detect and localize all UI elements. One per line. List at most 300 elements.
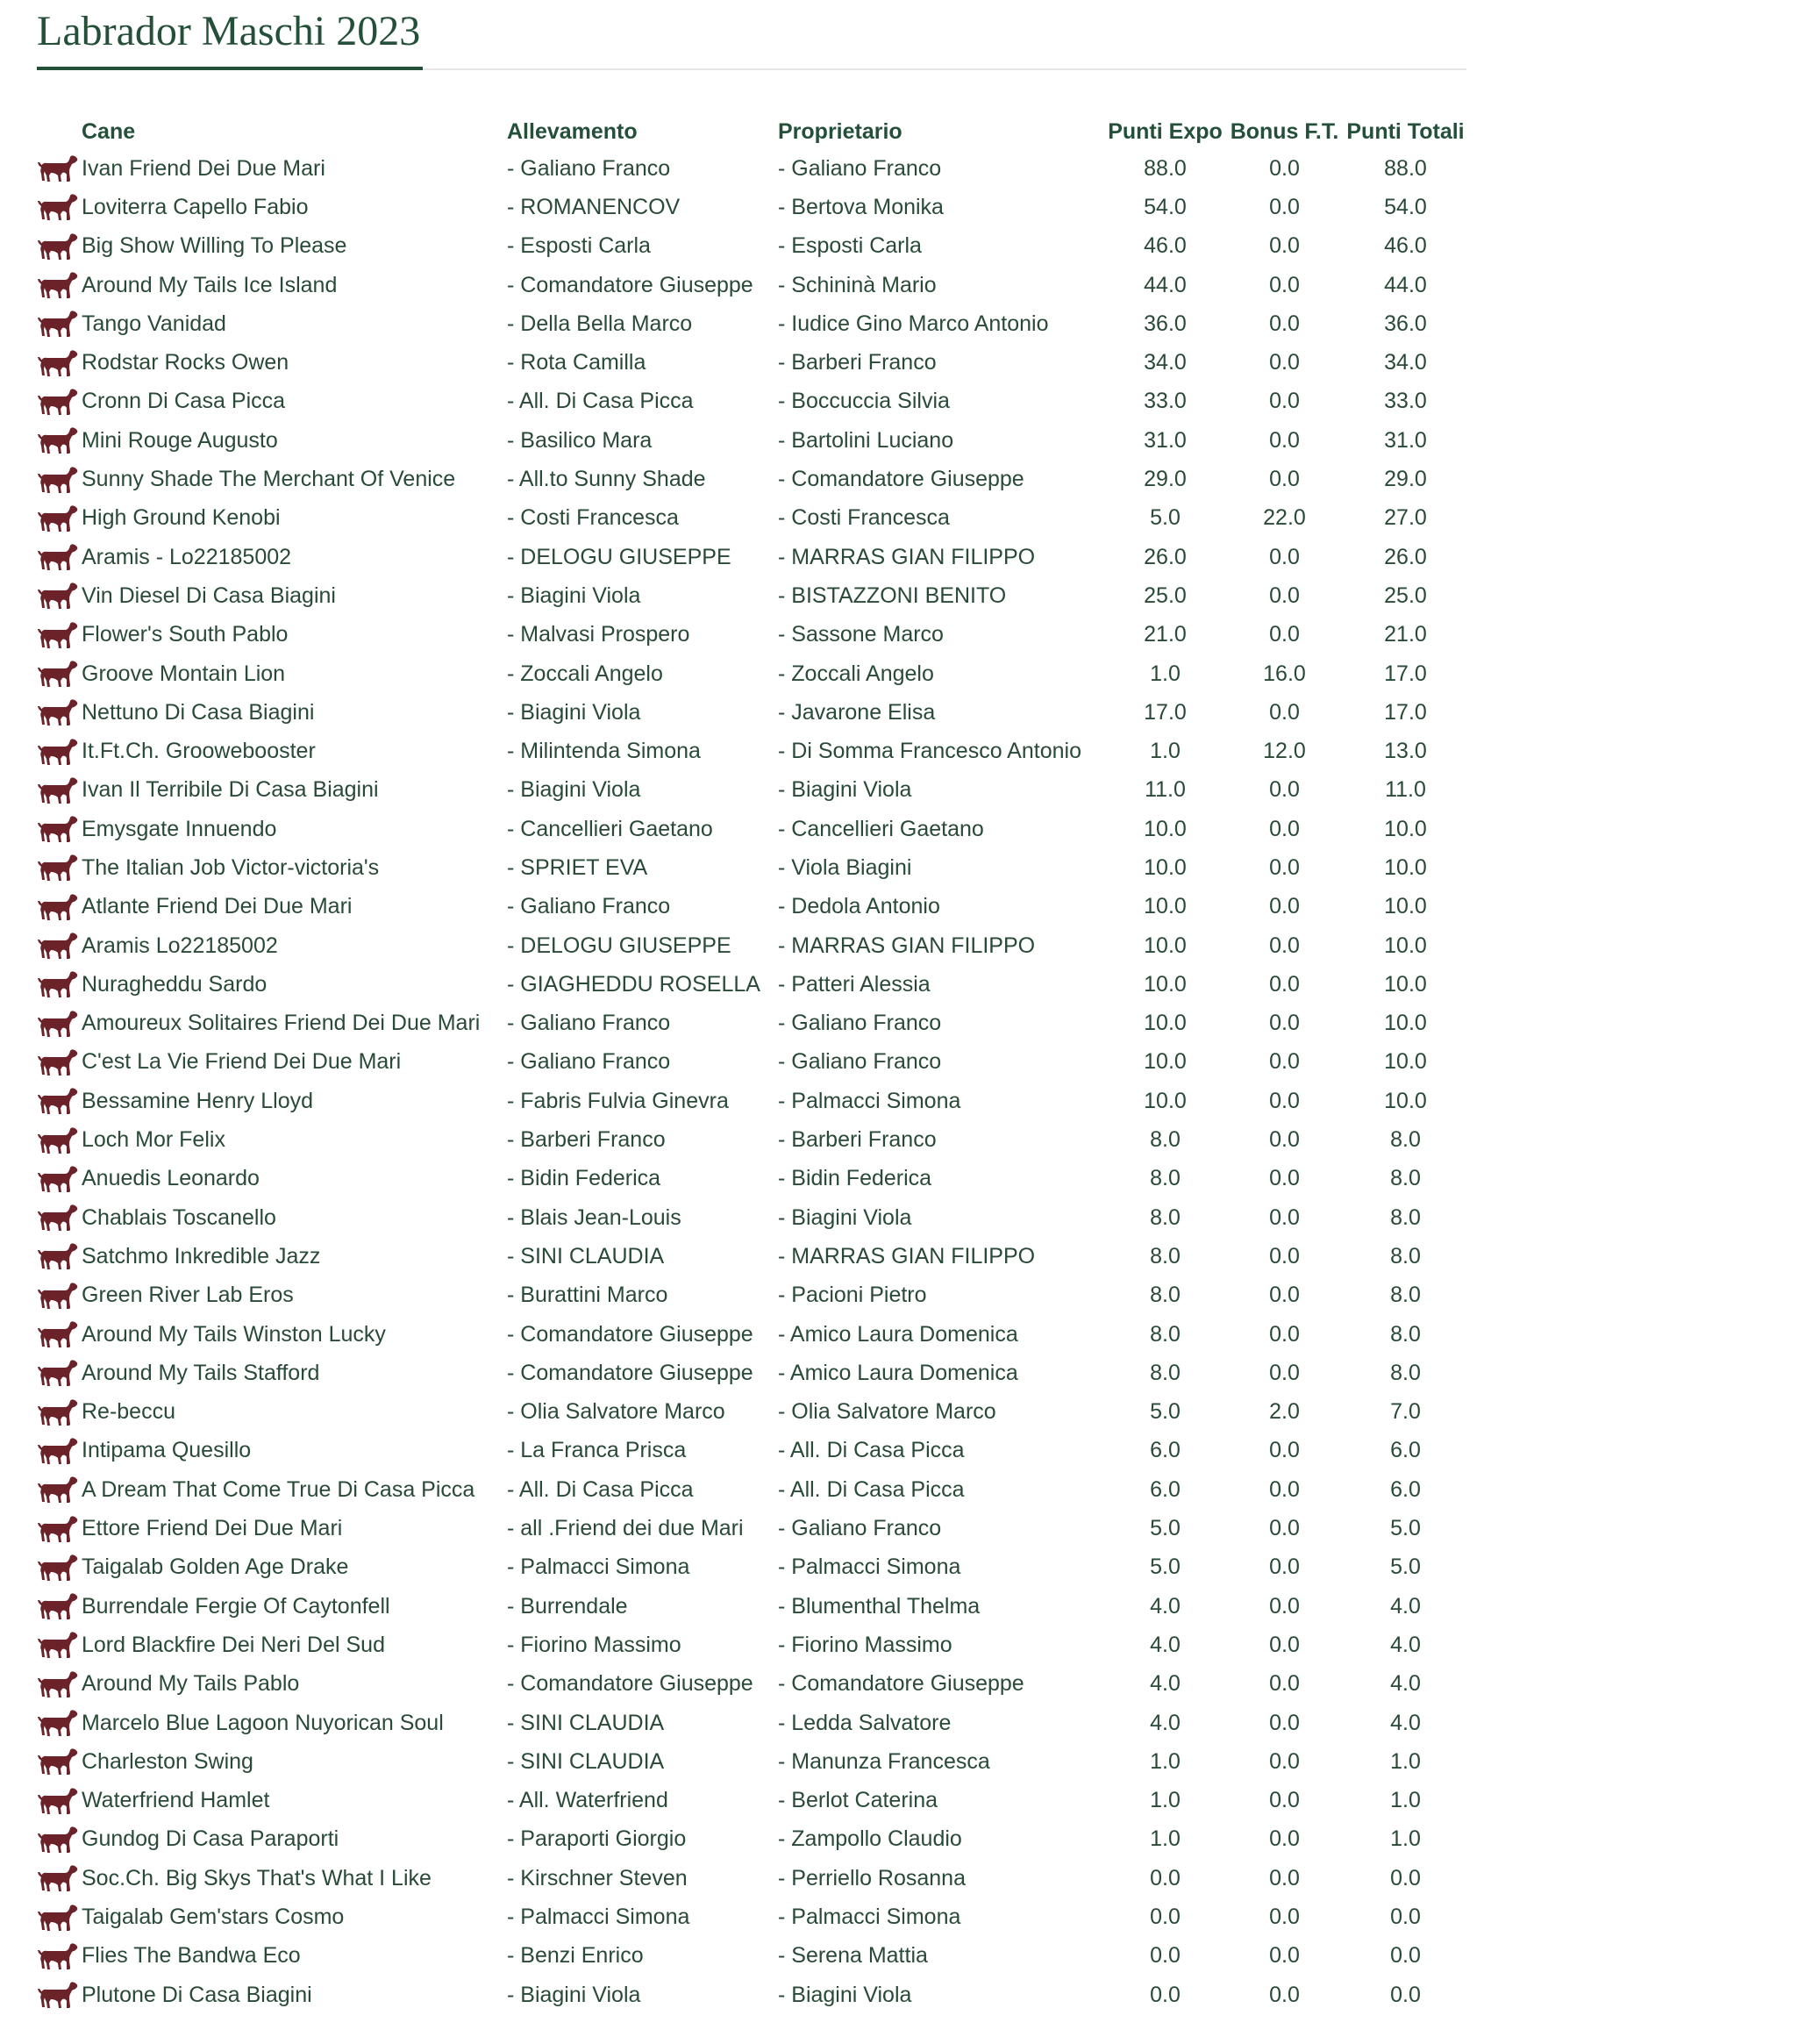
header-row (37, 114, 1468, 149)
expo-points-cell: 0.0 (1150, 1905, 1181, 1929)
bonus-ft-cell: 0.0 (1269, 1826, 1300, 1852)
bonus-ft-cell: 0.0 (1269, 389, 1300, 414)
table-row (37, 1976, 1468, 2014)
dog-icon (37, 1825, 79, 1855)
breeder-cell: - Comandatore Giuseppe (507, 1360, 753, 1385)
dog-icon-cell (37, 1937, 82, 1976)
dog-icon-cell (37, 1665, 82, 1704)
breeder-cell: - All. Di Casa Picca (507, 389, 694, 414)
dog-icon-cell (37, 1354, 82, 1392)
dog-icon (37, 853, 79, 883)
table-row (37, 1043, 1468, 1082)
dog-name-cell: C'est La Vie Friend Dei Due Mari (82, 1049, 402, 1075)
total-points-cell: 5.0 (1390, 1516, 1421, 1541)
expo-points-cell: 5.0 (1150, 1516, 1181, 1541)
dog-name-cell: It.Ft.Ch. Grooweboostеr (82, 739, 316, 764)
total-points-cell: 25.0 (1384, 582, 1427, 608)
total-points-cell: 21.0 (1384, 622, 1427, 647)
ranking-page (37, 0, 1466, 2007)
table-row (37, 654, 1468, 693)
table-row (37, 732, 1468, 770)
owner-cell: - Di Somma Francesco Antonio (778, 739, 1081, 764)
bonus-ft-cell: 0.0 (1269, 544, 1300, 569)
bonus-ft-cell: 0.0 (1269, 1321, 1300, 1347)
total-points-cell: 0.0 (1390, 1982, 1421, 2007)
breeder-cell: - SPRIET EVA (507, 854, 648, 880)
table-row (37, 771, 1468, 810)
dog-icon-cell (37, 1897, 82, 1936)
owner-cell: - Biagini Viola (778, 777, 912, 803)
dog-icon (37, 1903, 79, 1933)
expo-points-cell: 10.0 (1144, 894, 1187, 919)
owner-cell: - Schininà Mario (778, 272, 937, 297)
dog-name-cell: Rodstar Rocks Owen (82, 350, 289, 375)
total-points-cell: 0.0 (1390, 1943, 1421, 1969)
dog-icon (37, 1358, 79, 1388)
dog-icon (37, 931, 79, 961)
dog-icon-cell (37, 1120, 82, 1159)
dog-icon (37, 1319, 79, 1349)
breeder-cell: - Della Bella Marco (507, 311, 693, 336)
breeder-cell: - Basilico Mara (507, 427, 653, 453)
table-row (37, 1859, 1468, 1897)
table-row (37, 538, 1468, 576)
expo-points-cell: 31.0 (1144, 427, 1187, 453)
dog-name-cell: Soc.Ch. Big Skys That's What I Like (82, 1865, 432, 1890)
expo-points-cell: 0.0 (1150, 1865, 1181, 1890)
dog-icon-cell (37, 965, 82, 1004)
breeder-cell: - Malvasi Prospero (507, 622, 690, 647)
total-points-cell: 11.0 (1385, 777, 1426, 803)
breeder-cell: - Biagini Viola (507, 582, 641, 608)
expo-points-cell: 8.0 (1150, 1204, 1181, 1230)
bonus-ft-cell: 0.0 (1269, 1554, 1300, 1580)
table-row (37, 926, 1468, 965)
dog-icon-cell (37, 1976, 82, 2014)
owner-cell: - Zoccali Angelo (778, 661, 934, 686)
table-row (37, 1665, 1468, 1704)
bonus-ft-cell: 0.0 (1269, 1011, 1300, 1036)
total-points-cell: 8.0 (1390, 1166, 1421, 1191)
owner-cell: - Palmacci Simona (778, 1088, 961, 1113)
dog-icon (37, 1630, 79, 1660)
table-row (37, 343, 1468, 382)
dog-name-cell: Vin Diesel Di Casa Biagini (82, 582, 336, 608)
table-row (37, 1548, 1468, 1587)
owner-cell: - Bartolini Luciano (778, 427, 954, 453)
dog-name-cell: Flower's South Pablo (82, 622, 289, 647)
dog-icon (37, 1708, 79, 1738)
total-points-cell: 31.0 (1384, 427, 1427, 453)
table-row (37, 1354, 1468, 1392)
bonus-ft-cell: 0.0 (1269, 311, 1300, 336)
table-row (37, 1470, 1468, 1509)
breeder-cell: - Biagini Viola (507, 1982, 641, 2007)
bonus-ft-cell: 0.0 (1269, 1204, 1300, 1230)
dog-name-cell: Cronn Di Casa Picca (82, 389, 286, 414)
dog-icon (37, 620, 79, 650)
dog-icon-cell (37, 1820, 82, 1859)
breeder-cell: - GIAGHEDDU ROSELLA (507, 971, 760, 997)
owner-cell: - Barberi Franco (778, 350, 937, 375)
dog-icon (37, 309, 79, 339)
dog-icon (37, 192, 79, 222)
total-points-cell: 8.0 (1390, 1243, 1421, 1269)
total-points-cell: 33.0 (1384, 389, 1427, 414)
expo-points-cell: 0.0 (1150, 1943, 1181, 1969)
dog-icon-cell (37, 1237, 82, 1276)
expo-points-cell: 1.0 (1150, 1788, 1181, 1813)
owner-cell: - Galiano Franco (778, 1516, 942, 1541)
owner-cell: - Palmacci Simona (778, 1554, 961, 1580)
dog-icon-cell (37, 1509, 82, 1547)
table-row (37, 1237, 1468, 1276)
total-points-cell: 8.0 (1390, 1204, 1421, 1230)
dog-name-cell: Gundog Di Casa Paraporti (82, 1826, 339, 1852)
dog-name-cell: Bessamine Henry Lloyd (82, 1088, 314, 1113)
total-points-cell: 10.0 (1384, 854, 1427, 880)
bonus-ft-cell: 0.0 (1269, 194, 1300, 219)
total-points-cell: 6.0 (1390, 1438, 1421, 1463)
expo-points-cell: 8.0 (1150, 1321, 1181, 1347)
header-total-points: Punti Totali (1346, 118, 1465, 144)
dog-icon (37, 1397, 79, 1427)
header-expo-points: Punti Expo (1108, 118, 1223, 144)
bonus-ft-cell: 0.0 (1269, 350, 1300, 375)
dog-name-cell: Plutone Di Casa Biagini (82, 1982, 312, 2007)
dog-icon-cell (37, 1004, 82, 1043)
total-points-cell: 4.0 (1390, 1671, 1421, 1697)
dog-icon (37, 1086, 79, 1116)
table-row (37, 1198, 1468, 1237)
dog-name-cell: Groove Montain Lion (82, 661, 286, 686)
dog-icon (37, 1475, 79, 1504)
dog-icon-cell (37, 732, 82, 770)
breeder-cell: - DELOGU GIUSEPPE (507, 544, 731, 569)
breeder-cell: - Kirschner Steven (507, 1865, 688, 1890)
title-bar (37, 0, 1466, 70)
dog-name-cell: Amoureux Solitaires Friend Dei Due Mari (82, 1011, 481, 1036)
owner-cell: - Zampollo Claudio (778, 1826, 962, 1852)
total-points-cell: 8.0 (1390, 1127, 1421, 1153)
owner-cell: - Pacioni Pietro (778, 1283, 927, 1308)
breeder-cell: - All. Di Casa Picca (507, 1476, 694, 1502)
total-points-cell: 10.0 (1384, 816, 1427, 841)
bonus-ft-cell: 0.0 (1269, 1788, 1300, 1813)
total-points-cell: 4.0 (1390, 1632, 1421, 1657)
dog-icon-cell (37, 1432, 82, 1470)
owner-cell: - Patteri Alessia (778, 971, 931, 997)
dog-icon-cell (37, 616, 82, 654)
bonus-ft-cell: 0.0 (1269, 1748, 1300, 1774)
table-row (37, 693, 1468, 732)
table-body (37, 149, 1468, 2014)
breeder-cell: - Fabris Fulvia Ginevra (507, 1088, 729, 1113)
ranking-table (37, 114, 1468, 2014)
dog-icon (37, 1863, 79, 1893)
bonus-ft-cell: 0.0 (1269, 1360, 1300, 1385)
total-points-cell: 4.0 (1390, 1710, 1421, 1735)
bonus-ft-cell: 0.0 (1269, 427, 1300, 453)
header-dog: Cane (82, 118, 136, 144)
table-row (37, 499, 1468, 538)
dog-icon (37, 775, 79, 805)
owner-cell: - All. Di Casa Picca (778, 1476, 965, 1502)
table-row (37, 965, 1468, 1004)
bonus-ft-cell: 12.0 (1263, 739, 1306, 764)
owner-cell: - Blumenthal Thelma (778, 1593, 981, 1619)
bonus-ft-cell: 0.0 (1269, 467, 1300, 492)
expo-points-cell: 4.0 (1150, 1710, 1181, 1735)
breeder-cell: - Palmacci Simona (507, 1905, 690, 1929)
bonus-ft-cell: 0.0 (1269, 699, 1300, 725)
dog-name-cell: Sunny Shade The Merchant Of Venice (82, 467, 456, 492)
dog-icon (37, 154, 79, 183)
dog-icon-cell (37, 888, 82, 926)
dog-name-cell: Aramis Lo22185002 (82, 933, 278, 958)
breeder-cell: - All. Waterfriend (507, 1788, 668, 1813)
owner-cell: - Dedola Antonio (778, 894, 940, 919)
dog-icon-cell (37, 421, 82, 460)
dog-icon-cell (37, 1276, 82, 1315)
bonus-ft-cell: 0.0 (1269, 1243, 1300, 1269)
dog-icon (37, 1126, 79, 1155)
owner-cell: - Cancellieri Gaetano (778, 816, 984, 841)
owner-cell: - Perriello Rosanna (778, 1865, 966, 1890)
dog-icon (37, 465, 79, 495)
breeder-cell: - Comandatore Giuseppe (507, 272, 753, 297)
bonus-ft-cell: 0.0 (1269, 1905, 1300, 1929)
bonus-ft-cell: 0.0 (1269, 1671, 1300, 1697)
total-points-cell: 10.0 (1384, 1049, 1427, 1075)
dog-icon-cell (37, 1082, 82, 1120)
dog-name-cell: Waterfriend Hamlet (82, 1788, 270, 1813)
total-points-cell: 29.0 (1384, 467, 1427, 492)
dog-icon-cell (37, 771, 82, 810)
dog-name-cell: Emysgate Innuendo (82, 816, 277, 841)
breeder-cell: - All.to Sunny Shade (507, 467, 706, 492)
total-points-cell: 17.0 (1384, 699, 1427, 725)
expo-points-cell: 11.0 (1145, 777, 1186, 803)
total-points-cell: 0.0 (1390, 1865, 1421, 1890)
bonus-ft-cell: 0.0 (1269, 1127, 1300, 1153)
dog-icon-cell (37, 1548, 82, 1587)
table-row (37, 810, 1468, 848)
bonus-ft-cell: 0.0 (1269, 777, 1300, 803)
dog-name-cell: A Dream That Come True Di Casa Picca (82, 1476, 475, 1502)
dog-icon (37, 270, 79, 300)
bonus-ft-cell: 0.0 (1269, 816, 1300, 841)
table-row (37, 616, 1468, 654)
dog-icon-cell (37, 538, 82, 576)
table-row (37, 1820, 1468, 1859)
owner-cell: - Javarone Elisa (778, 699, 936, 725)
table-row (37, 1276, 1468, 1315)
breeder-cell: - Zoccali Angelo (507, 661, 663, 686)
table-row (37, 188, 1468, 226)
expo-points-cell: 10.0 (1144, 1049, 1187, 1075)
dog-icon (37, 425, 79, 455)
dog-name-cell: Intipama Quesillo (82, 1438, 252, 1463)
owner-cell: - Iudice Gino Marco Antonio (778, 311, 1049, 336)
dog-icon-cell (37, 266, 82, 304)
dog-icon-cell (37, 1587, 82, 1626)
total-points-cell: 10.0 (1384, 971, 1427, 997)
table-row (37, 1004, 1468, 1043)
dog-name-cell: Mini Rouge Augusto (82, 427, 278, 453)
bonus-ft-cell: 0.0 (1269, 272, 1300, 297)
owner-cell: - Biagini Viola (778, 1982, 912, 2007)
expo-points-cell: 4.0 (1150, 1593, 1181, 1619)
dog-icon (37, 1241, 79, 1271)
table-row (37, 848, 1468, 887)
dog-name-cell: Ivan Il Terribile Di Casa Biagini (82, 777, 379, 803)
bonus-ft-cell: 0.0 (1269, 1632, 1300, 1657)
bonus-ft-cell: 0.0 (1269, 1438, 1300, 1463)
breeder-cell: - La Franca Prisca (507, 1438, 687, 1463)
dog-name-cell: Loviterra Capello Fabio (82, 194, 309, 219)
total-points-cell: 1.0 (1390, 1826, 1421, 1852)
expo-points-cell: 21.0 (1144, 622, 1187, 647)
breeder-cell: - Bidin Federica (507, 1166, 661, 1191)
dog-name-cell: High Ground Kenobi (82, 505, 281, 531)
dog-name-cell: Marcelo Blue Lagoon Nuyorican Soul (82, 1710, 444, 1735)
bonus-ft-cell: 0.0 (1269, 1166, 1300, 1191)
table-row (37, 266, 1468, 304)
dog-name-cell: The Italian Job Victor-victoria's (82, 854, 380, 880)
dog-icon (37, 1281, 79, 1311)
total-points-cell: 34.0 (1384, 350, 1427, 375)
expo-points-cell: 4.0 (1150, 1632, 1181, 1657)
owner-cell: - Ledda Salvatore (778, 1710, 952, 1735)
breeder-cell: - SINI CLAUDIA (507, 1710, 665, 1735)
dog-name-cell: Chablais Toscanello (82, 1204, 276, 1230)
breeder-cell: - Esposti Carla (507, 233, 651, 259)
owner-cell: - Comandatore Giuseppe (778, 467, 1024, 492)
bonus-ft-cell: 0.0 (1269, 971, 1300, 997)
dog-name-cell: Nuragheddu Sardo (82, 971, 268, 997)
expo-points-cell: 25.0 (1144, 582, 1187, 608)
table-row (37, 1937, 1468, 1976)
dog-name-cell: Flies The Bandwa Eco (82, 1943, 301, 1969)
breeder-cell: - SINI CLAUDIA (507, 1748, 665, 1774)
dog-icon-cell (37, 343, 82, 382)
breeder-cell: - DELOGU GIUSEPPE (507, 933, 731, 958)
dog-icon-cell (37, 926, 82, 965)
bonus-ft-cell: 0.0 (1269, 1516, 1300, 1541)
expo-points-cell: 6.0 (1150, 1438, 1181, 1463)
expo-points-cell: 1.0 (1150, 1748, 1181, 1774)
table-row (37, 888, 1468, 926)
table-row (37, 1509, 1468, 1547)
dog-name-cell: Green River Lab Eros (82, 1283, 294, 1308)
dog-icon (37, 1669, 79, 1699)
bonus-ft-cell: 2.0 (1269, 1399, 1300, 1425)
breeder-cell: - Galiano Franco (507, 1049, 671, 1075)
expo-points-cell: 0.0 (1150, 1982, 1181, 2007)
breeder-cell: - Cancellieri Gaetano (507, 816, 713, 841)
total-points-cell: 13.0 (1384, 739, 1427, 764)
expo-points-cell: 88.0 (1144, 155, 1187, 181)
breeder-cell: - Benzi Enrico (507, 1943, 644, 1969)
dog-icon-cell (37, 1742, 82, 1781)
table-row (37, 1781, 1468, 1819)
dog-name-cell: Loch Mor Felix (82, 1127, 225, 1153)
dog-icon-cell (37, 1198, 82, 1237)
header-bonus-ft: Bonus F.T. (1230, 118, 1339, 144)
expo-points-cell: 54.0 (1144, 194, 1187, 219)
bonus-ft-cell: 16.0 (1263, 661, 1306, 686)
breeder-cell: - Paraporti Giorgio (507, 1826, 687, 1852)
expo-points-cell: 5.0 (1150, 1554, 1181, 1580)
total-points-cell: 10.0 (1384, 1088, 1427, 1113)
dog-icon-cell (37, 1704, 82, 1742)
table-row (37, 149, 1468, 188)
expo-points-cell: 5.0 (1150, 1399, 1181, 1425)
breeder-cell: - Palmacci Simona (507, 1554, 690, 1580)
owner-cell: - MARRAS GIAN FILIPPO (778, 933, 1036, 958)
owner-cell: - Fiorino Massimo (778, 1632, 952, 1657)
dog-icon-cell (37, 1626, 82, 1664)
total-points-cell: 88.0 (1384, 155, 1427, 181)
total-points-cell: 10.0 (1384, 933, 1427, 958)
dog-name-cell: Taigalab Gem'stars Cosmo (82, 1905, 345, 1929)
total-points-cell: 44.0 (1384, 272, 1427, 297)
breeder-cell: - Biagini Viola (507, 699, 641, 725)
dog-name-cell: Around My Tails Ice Island (82, 272, 338, 297)
breeder-cell: - all .Friend dei due Mari (507, 1516, 744, 1541)
dog-icon-cell (37, 382, 82, 421)
header-icon-spacer (37, 114, 82, 149)
dog-icon-cell (37, 499, 82, 538)
breeder-cell: - Galiano Franco (507, 155, 671, 181)
expo-points-cell: 8.0 (1150, 1283, 1181, 1308)
owner-cell: - Costi Francesca (778, 505, 950, 531)
dog-name-cell: Anuedis Leonardo (82, 1166, 260, 1191)
table-row (37, 1626, 1468, 1664)
dog-name-cell: Atlante Friend Dei Due Mari (82, 894, 353, 919)
dog-icon-cell (37, 848, 82, 887)
dog-name-cell: Lord Blackfire Dei Neri Del Sud (82, 1632, 385, 1657)
dog-icon-cell (37, 1470, 82, 1509)
owner-cell: - Amico Laura Domenica (778, 1360, 1018, 1385)
table-row (37, 304, 1468, 343)
table-row (37, 1082, 1468, 1120)
dog-icon-cell (37, 1315, 82, 1354)
dog-icon (37, 1009, 79, 1039)
table-row (37, 1393, 1468, 1432)
dog-name-cell: Big Show Willing To Please (82, 233, 347, 259)
expo-points-cell: 36.0 (1144, 311, 1187, 336)
total-points-cell: 46.0 (1384, 233, 1427, 259)
table-row (37, 576, 1468, 615)
table-header (37, 114, 1468, 149)
bonus-ft-cell: 0.0 (1269, 622, 1300, 647)
table-row (37, 382, 1468, 421)
owner-cell: - Comandatore Giuseppe (778, 1671, 1024, 1697)
total-points-cell: 7.0 (1390, 1399, 1421, 1425)
dog-name-cell: Ettore Friend Dei Due Mari (82, 1516, 343, 1541)
dog-icon-cell (37, 188, 82, 226)
bonus-ft-cell: 0.0 (1269, 1476, 1300, 1502)
dog-icon-cell (37, 1859, 82, 1897)
expo-points-cell: 46.0 (1144, 233, 1187, 259)
table-row (37, 1432, 1468, 1470)
total-points-cell: 10.0 (1384, 1011, 1427, 1036)
expo-points-cell: 44.0 (1144, 272, 1187, 297)
breeder-cell: - Biagini Viola (507, 777, 641, 803)
owner-cell: - Palmacci Simona (778, 1905, 961, 1929)
